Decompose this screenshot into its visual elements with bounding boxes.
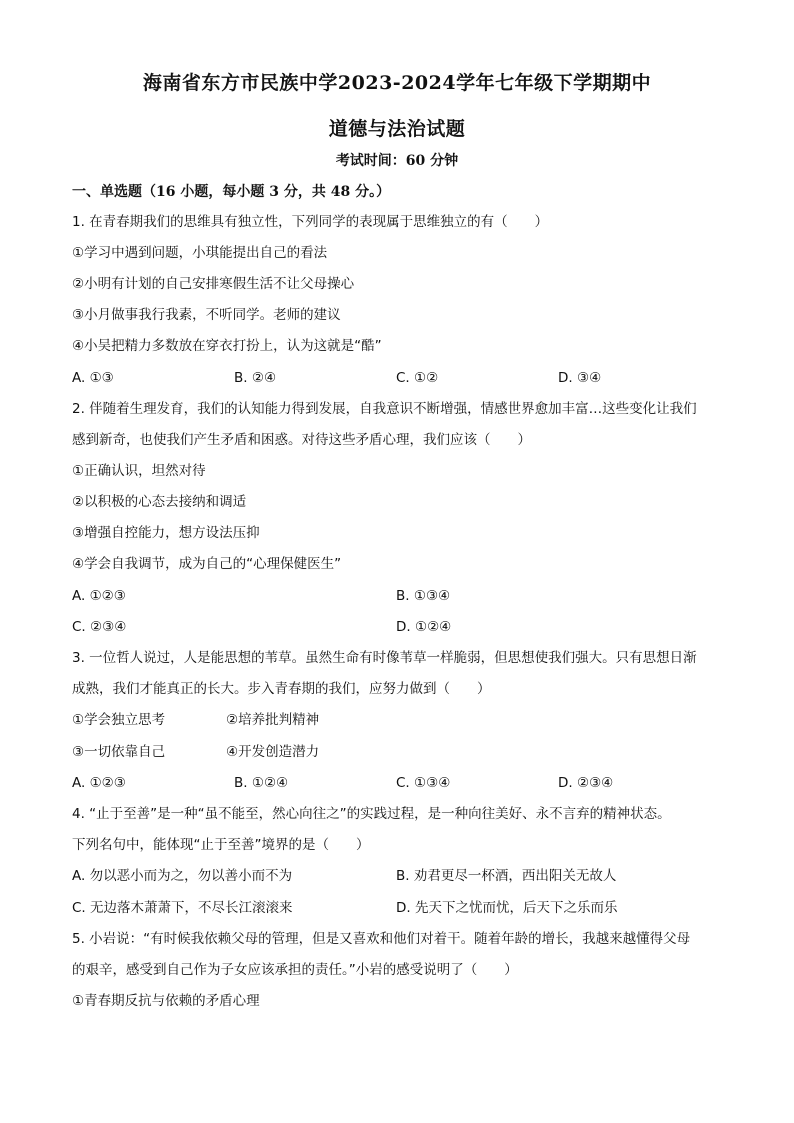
question-4-option-c: C. 无边落木萧萧下，不尽长江滚滚来 xyxy=(72,900,293,916)
question-2-item-1: ①正确认识，坦然对待 xyxy=(72,463,206,479)
question-4-stem-line1: 4. “止于至善”是一种“虽不能至，然心向往之”的实践过程，是一种向往美好、永不言弃的精神状态。 xyxy=(72,806,671,822)
question-2-item-2: ②以积极的心态去接纳和调适 xyxy=(72,494,247,510)
question-2-item-4: ④学会自我调节，成为自己的“心理保健医生” xyxy=(72,556,342,572)
exam-time: 考试时间：60 分钟 xyxy=(335,153,459,169)
question-1-option-d: D. ③④ xyxy=(558,370,602,386)
question-3-option-c: C. ①③④ xyxy=(396,775,451,791)
question-1-option-c: C. ①② xyxy=(396,370,439,386)
exam-title-line1: 海南省东方市民族中学2023-2024学年七年级下学期期中 xyxy=(142,72,652,94)
question-2-item-3: ③增强自控能力，想方设法压抑 xyxy=(72,525,260,541)
question-2-option-d: D. ①②④ xyxy=(396,619,452,635)
question-2-option-b: B. ①③④ xyxy=(396,588,451,604)
question-3-option-d: D. ②③④ xyxy=(558,775,614,791)
question-1-option-b: B. ②④ xyxy=(234,370,277,386)
exam-title-line2: 道德与法治试题 xyxy=(328,118,466,140)
question-3-item-4: ④开发创造潜力 xyxy=(226,744,320,760)
question-1-item-2: ②小明有计划的自己安排寒假生活不让父母操心 xyxy=(72,276,355,292)
question-1-stem: 1. 在青春期我们的思维具有独立性，下列同学的表现属于思维独立的有（ ） xyxy=(72,214,549,230)
section-heading: 一、单选题（16 小题，每小题 3 分，共 48 分。） xyxy=(72,184,391,200)
question-4-stem-line2: 下列名句中，能体现“止于至善”境界的是（ ） xyxy=(72,837,370,853)
question-3-item-1: ①学会独立思考 xyxy=(72,712,166,728)
question-2-stem-line1: 2. 伴随着生理发育，我们的认知能力得到发展，自我意识不断增强，情感世界愈加丰富…这些变化让我们 xyxy=(72,401,697,417)
question-3-option-b: B. ①②④ xyxy=(234,775,289,791)
question-2-option-a: A. ①②③ xyxy=(72,588,126,604)
question-3-option-a: A. ①②③ xyxy=(72,775,126,791)
question-5-stem-line2: 的艰辛，感受到自己作为子女应该承担的责任。”小岩的感受说明了（ ） xyxy=(72,962,518,978)
question-3-item-3: ③一切依靠自己 xyxy=(72,744,166,760)
question-4-option-a: A. 勿以恶小而为之，勿以善小而不为 xyxy=(72,868,293,884)
question-1-item-1: ①学习中遇到问题，小琪能提出自己的看法 xyxy=(72,245,328,261)
question-2-stem-line2: 感到新奇，也使我们产生矛盾和困惑。对待这些矛盾心理，我们应该（ ） xyxy=(72,432,531,448)
question-5-item-1: ①青春期反抗与依赖的矛盾心理 xyxy=(72,993,260,1009)
question-3-item-2: ②培养批判精神 xyxy=(226,712,320,728)
question-4-option-d: D. 先天下之忧而忧，后天下之乐而乐 xyxy=(396,900,618,916)
question-3-stem-line1: 3. 一位哲人说过，人是能思想的苇草。虽然生命有时像苇草一样脆弱，但思想使我们强大。只有思想日渐 xyxy=(72,650,697,666)
question-3-stem-line2: 成熟，我们才能真正的长大。步入青春期的我们，应努力做到（ ） xyxy=(72,681,491,697)
question-1-item-3: ③小月做事我行我素，不听同学。老师的建议 xyxy=(72,307,341,323)
question-2-option-c: C. ②③④ xyxy=(72,619,127,635)
question-4-option-b: B. 劝君更尽一杯酒，西出阳关无故人 xyxy=(396,868,617,884)
question-1-item-4: ④小吴把精力多数放在穿衣打扮上，认为这就是“酷” xyxy=(72,338,382,354)
question-1-option-a: A. ①③ xyxy=(72,370,114,386)
question-5-stem-line1: 5. 小岩说：“有时候我依赖父母的管理，但是又喜欢和他们对着干。随着年龄的增长，我越来越懂得父母 xyxy=(72,931,691,947)
